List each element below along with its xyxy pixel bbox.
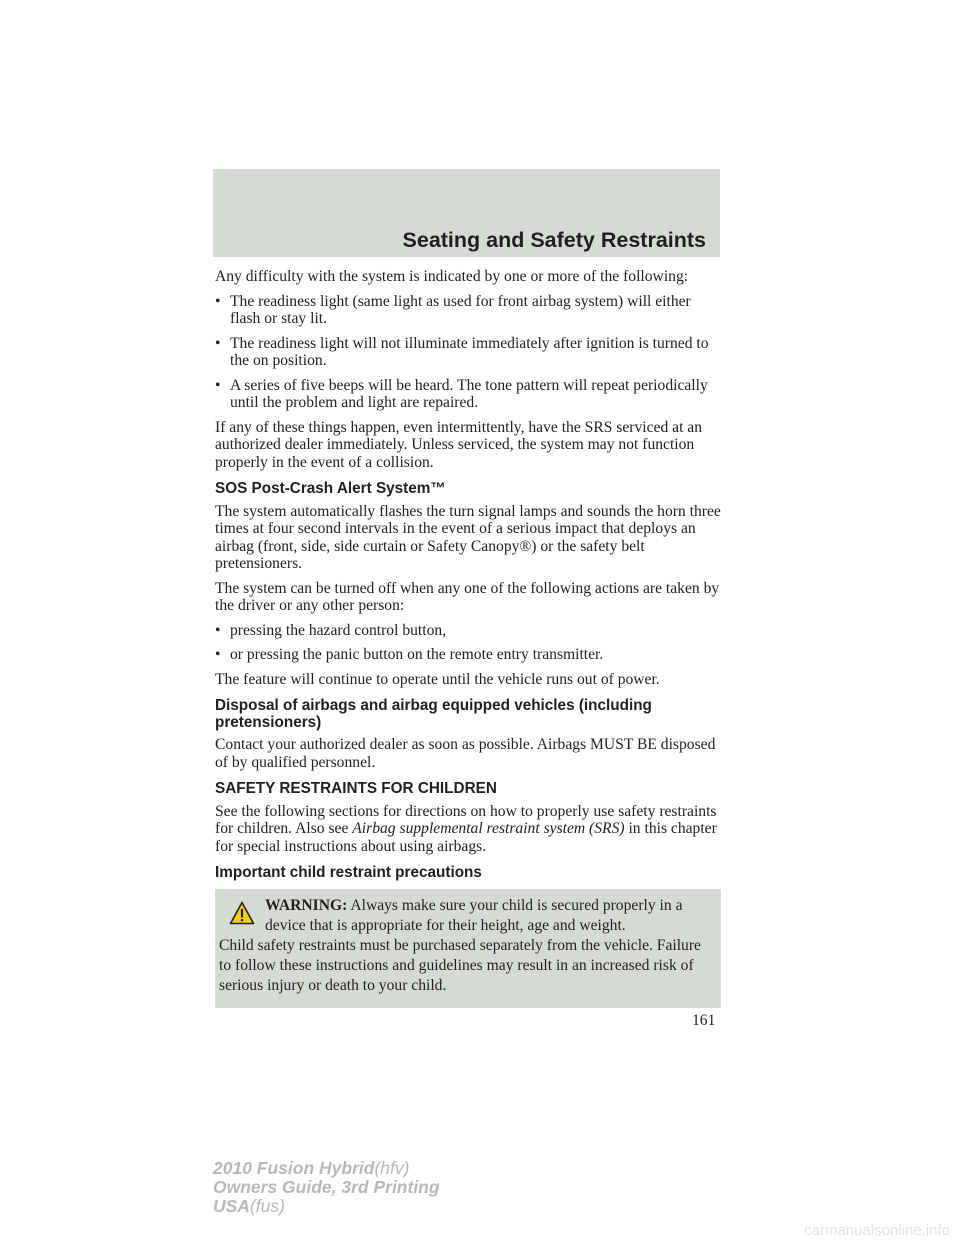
symptom-list — [215, 293, 721, 412]
warning-box — [215, 889, 721, 1008]
watermark: carmanualsonline.info — [804, 1222, 950, 1239]
warning-triangle-icon — [229, 901, 255, 925]
turn-off-paragraph: The system can be turned off when any one of the following actions are taken by the driver or any other person: — [215, 579, 720, 614]
warning-first-paragraph — [219, 896, 707, 936]
list-item: • The readiness light will not illuminate immediately after ignition is turned to the on position. — [215, 335, 721, 370]
srs-reference: Airbag supplemental restraint system (SRS) — [352, 820, 625, 837]
precautions-heading: Important child restraint precautions — [215, 864, 482, 881]
list-item: • A series of five beeps will be heard. The tone pattern will repeat periodically until the problem and light are repaired. — [215, 377, 721, 412]
warning-label: WARNING: — [265, 896, 348, 914]
section-header — [213, 169, 720, 257]
footer-model-code: (hfv) — [374, 1158, 410, 1178]
list-item: • pressing the hazard control button, — [215, 622, 721, 640]
page-content — [215, 268, 721, 1008]
power-paragraph: The feature will continue to operate until the vehicle runs out of power. — [215, 670, 660, 688]
warning-text: Always make sure your child is secured properly in a device that is appropriate for their height, age and weight. — [265, 896, 683, 934]
disposal-heading: Disposal of airbags and airbag equipped vehicles (including pretensioners) — [215, 697, 652, 731]
warning-continued: Child safety restraints must be purchased separately from the vehicle. Failure to follow these instructions and guidelines may result in an increased risk of serious injury or death to your child. — [219, 936, 701, 994]
list-item: • The readiness light (same light as used for front airbag system) will either flash or stay lit. — [215, 293, 721, 328]
footer-model: 2010 Fusion Hybrid — [213, 1158, 375, 1178]
turn-off-list — [215, 622, 721, 664]
section-title: Seating and Safety Restraints — [402, 228, 706, 252]
disposal-paragraph: Contact your authorized dealer as soon as possible. Airbags MUST BE disposed of by qualified personnel. — [215, 736, 716, 771]
children-text-1: See the following sections for directions on how to properly use safety restraints for children. Also see — [215, 802, 717, 837]
page-number: 161 — [692, 1012, 716, 1029]
sos-heading: SOS Post-Crash Alert System™ — [215, 480, 446, 497]
children-paragraph — [215, 803, 721, 856]
children-heading: SAFETY RESTRAINTS FOR CHILDREN — [215, 780, 497, 797]
sos-paragraph: The system automatically flashes the turn signal lamps and sounds the horn three times at four second intervals in the event of a serious impact that deploys an airbag (front, side, side curtain or Safety Canopy®) or the safety belt pretensioners. — [215, 502, 721, 572]
footer-market: USA — [213, 1196, 250, 1216]
footer-line-market — [213, 1197, 440, 1216]
children-text-2: in this chapter for special instructions about using airbags. — [215, 820, 717, 855]
service-paragraph: If any of these things happen, even intermittently, have the SRS serviced at an authorized dealer immediately. Unless serviced, the system may not function properly in the event of a collision. — [215, 418, 703, 471]
list-item: • or pressing the panic button on the remote entry transmitter. — [215, 646, 721, 664]
footer-market-code: (fus) — [249, 1196, 285, 1216]
footer-imprint — [213, 1159, 440, 1216]
intro-paragraph: Any difficulty with the system is indicated by one or more of the following: — [215, 268, 689, 285]
footer-line-model — [213, 1159, 440, 1178]
footer-guide: Owners Guide, 3rd Printing — [213, 1177, 440, 1197]
